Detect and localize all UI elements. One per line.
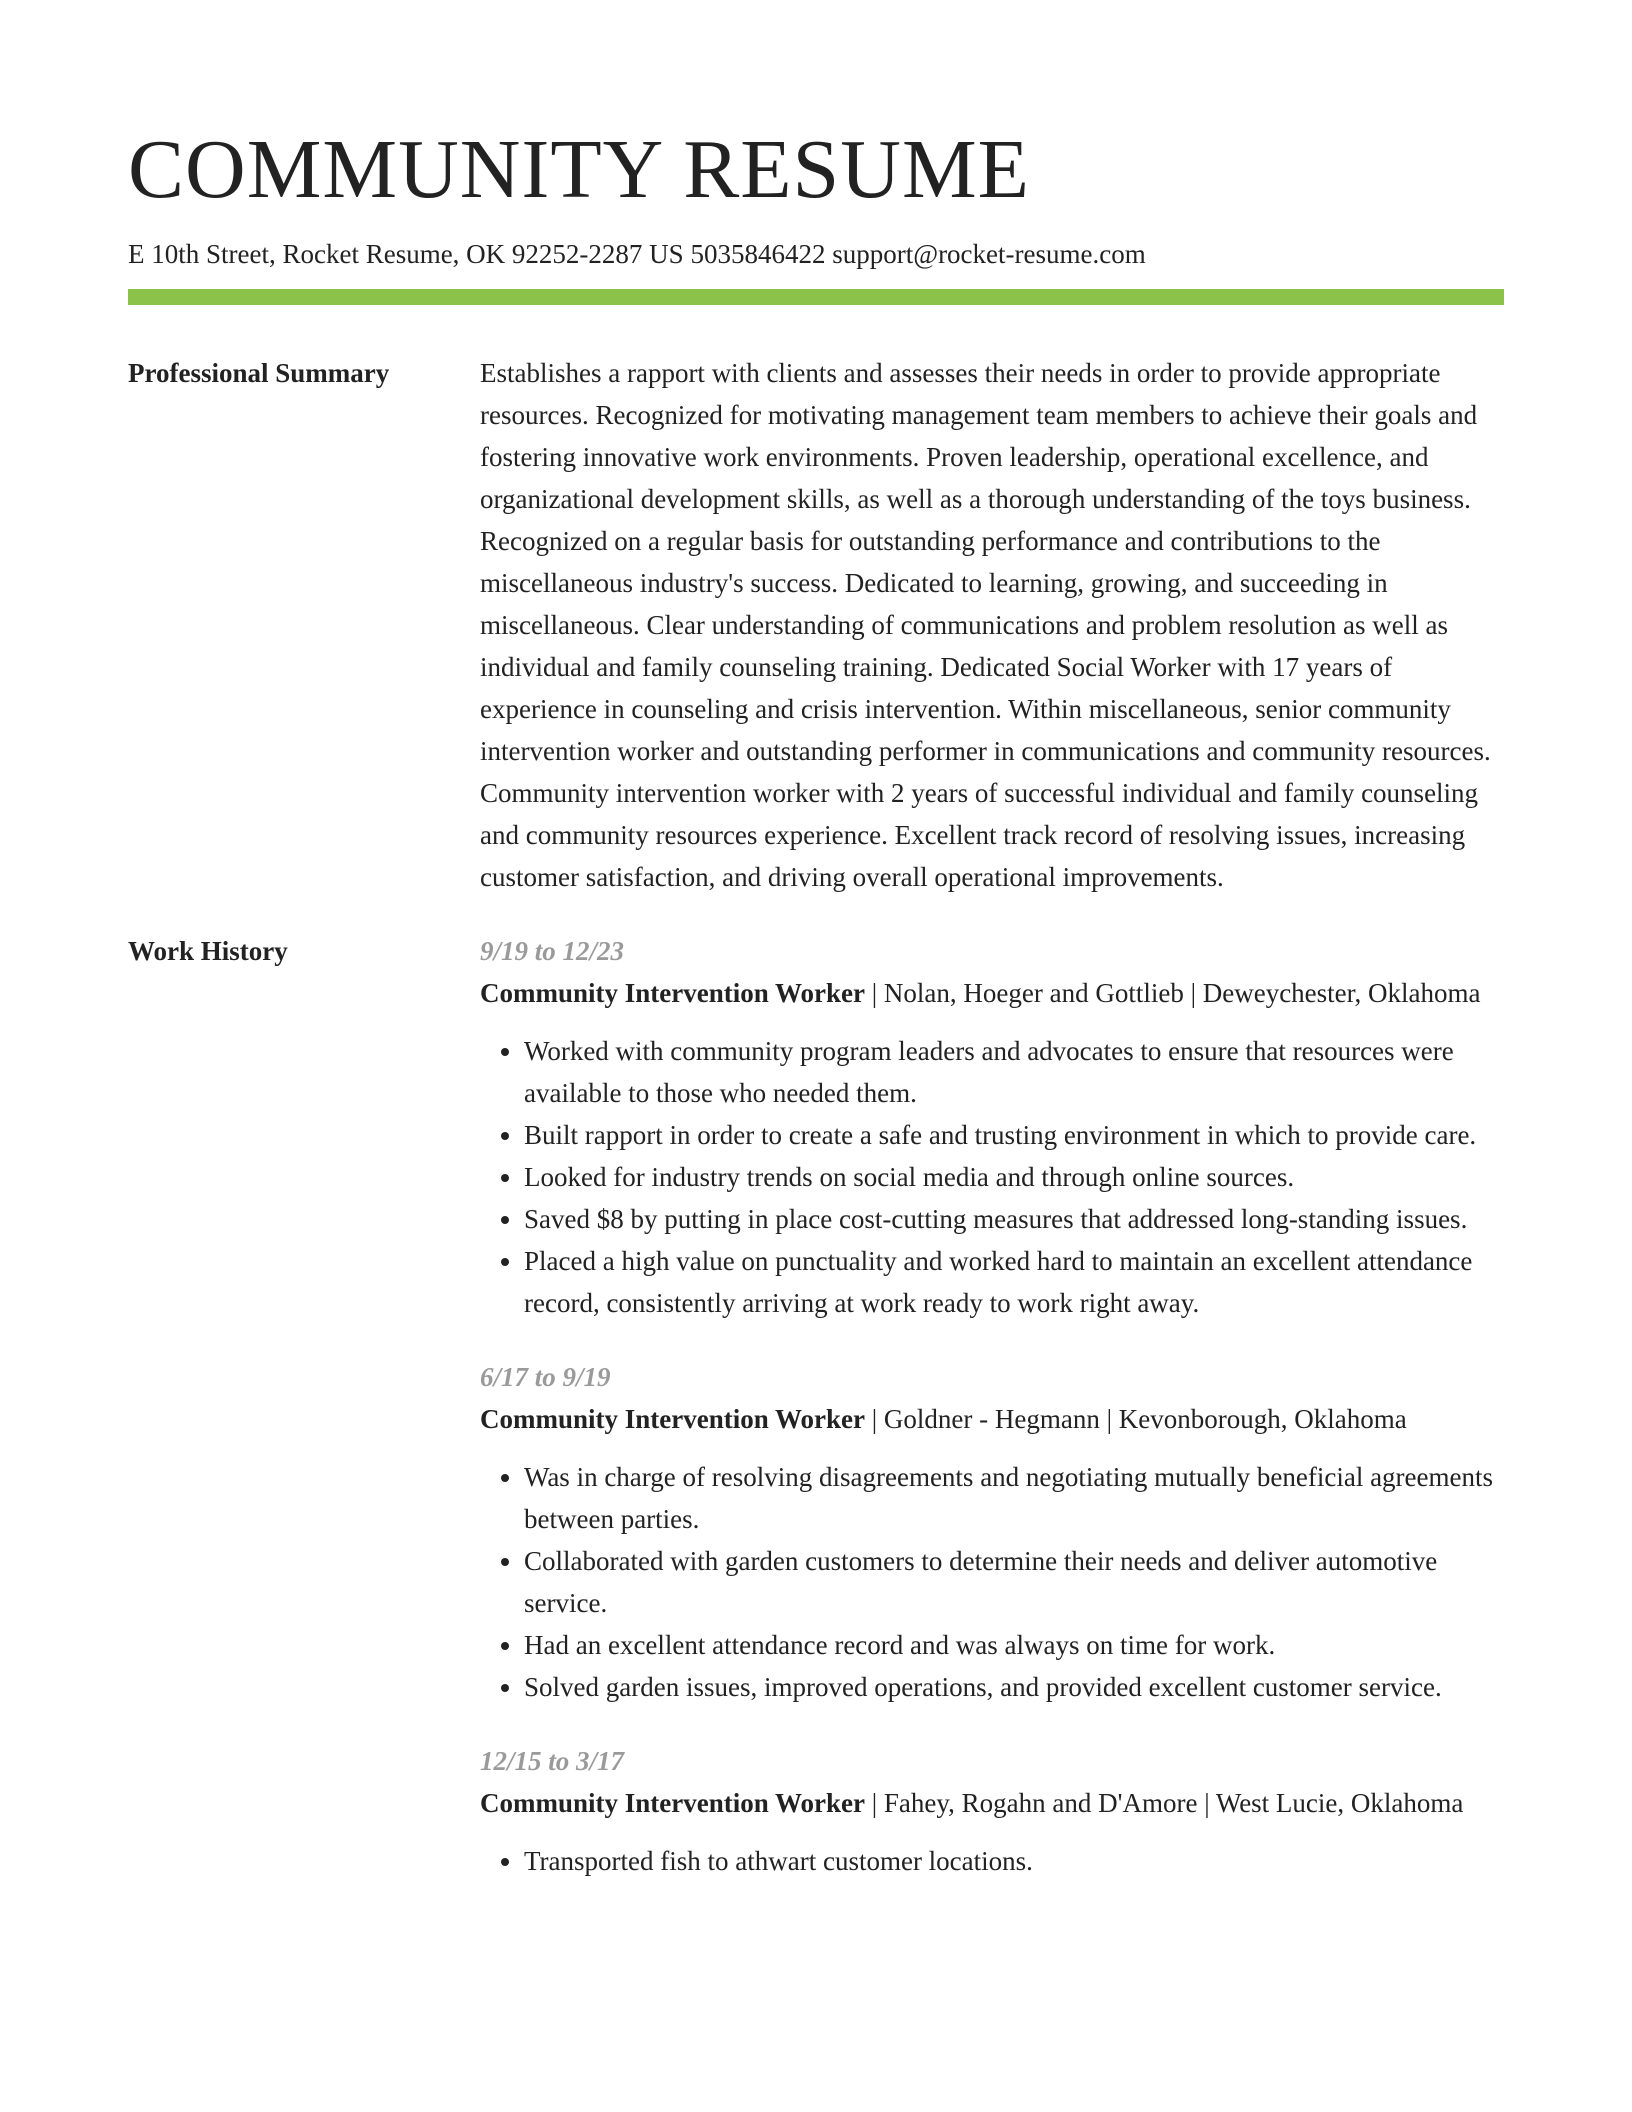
- job-entry: [480, 1356, 1504, 1708]
- job-title: Community Intervention Worker: [480, 1404, 865, 1434]
- job-bullet-list: [480, 1456, 1504, 1708]
- job-bullet: • Had an excellent attendance record and was always on time for work.: [524, 1624, 1504, 1666]
- header-accent-rule: [128, 289, 1504, 305]
- job-bullet-list: [480, 1030, 1504, 1324]
- resume-page: [128, 0, 1504, 1914]
- job-heading: [480, 1398, 1504, 1440]
- summary-heading: Professional Summary: [128, 358, 390, 388]
- contact-phone: 5035846422: [690, 239, 826, 269]
- job-title: Community Intervention Worker: [480, 1788, 865, 1818]
- summary-body: [480, 352, 1504, 898]
- contact-address: E 10th Street, Rocket Resume, OK 92252-2287 US: [128, 239, 684, 269]
- job-bullet: • Saved $8 by putting in place cost-cutting measures that addressed long-standing issues.: [524, 1198, 1504, 1240]
- job-details: | Fahey, Rogahn and D'Amore | West Lucie, Oklahoma: [865, 1788, 1464, 1818]
- job-bullet: • Solved garden issues, improved operations, and provided excellent customer service.: [524, 1666, 1504, 1708]
- summary-section: [128, 352, 1504, 898]
- job-bullet: • Transported fish to athwart customer locations.: [524, 1840, 1504, 1882]
- job-details: | Goldner - Hegmann | Kevonborough, Oklahoma: [865, 1404, 1407, 1434]
- job-dates: 12/15 to 3/17: [480, 1746, 625, 1776]
- job-entry: [480, 1740, 1504, 1882]
- job-entry: [480, 930, 1504, 1324]
- job-bullet: • Collaborated with garden customers to determine their needs and deliver automotive service.: [524, 1540, 1504, 1624]
- contact-line: [128, 236, 1504, 272]
- job-bullet: • Was in charge of resolving disagreements and negotiating mutually beneficial agreements between parties.: [524, 1456, 1504, 1540]
- contact-email: support@rocket-resume.com: [832, 239, 1146, 269]
- summary-text: Establishes a rapport with clients and assesses their needs in order to provide appropriate resources. Recognized for motivating management team members to achieve their goals and fostering innovative work environments. Proven leadership, operational excellence, and organizational development skills, as well as a thorough understanding of the toys business. Recognized on a regular basis for outstanding performance and contributions to the miscellaneous industry's success. Dedicated to learning, growing, and succeeding in miscellaneous. Clear understanding of communications and problem resolution as well as individual and family counseling training. Dedicated Social Worker with 17 years of experience in counseling and crisis intervention. Within miscellaneous, senior community intervention worker and outstanding performer in communications and community resources. Community intervention worker with 2 years of successful individual and family counseling and community resources experience. Excellent track record of resolving issues, increasing customer satisfaction, and driving overall operational improvements.: [480, 358, 1491, 892]
- job-title: Community Intervention Worker: [480, 978, 865, 1008]
- job-bullet: • Worked with community program leaders and advocates to ensure that resources were available to those who needed them.: [524, 1030, 1504, 1114]
- job-bullet: • Placed a high value on punctuality and worked hard to maintain an excellent attendance record, consistently arriving at work ready to work right away.: [524, 1240, 1504, 1324]
- resume-name: COMMUNITY RESUME: [128, 123, 1030, 216]
- work-history-body: [480, 930, 1504, 1914]
- job-heading: [480, 972, 1504, 1014]
- job-dates: 9/19 to 12/23: [480, 936, 625, 966]
- job-bullet: • Looked for industry trends on social media and through online sources.: [524, 1156, 1504, 1198]
- job-heading: [480, 1782, 1504, 1824]
- job-bullet: • Built rapport in order to create a safe and trusting environment in which to provide care.: [524, 1114, 1504, 1156]
- job-dates: 6/17 to 9/19: [480, 1362, 611, 1392]
- work-history-heading: Work History: [128, 936, 288, 966]
- work-history-section: [128, 930, 1504, 1914]
- job-details: | Nolan, Hoeger and Gottlieb | Deweychester, Oklahoma: [865, 978, 1481, 1008]
- job-bullet-list: [480, 1840, 1504, 1882]
